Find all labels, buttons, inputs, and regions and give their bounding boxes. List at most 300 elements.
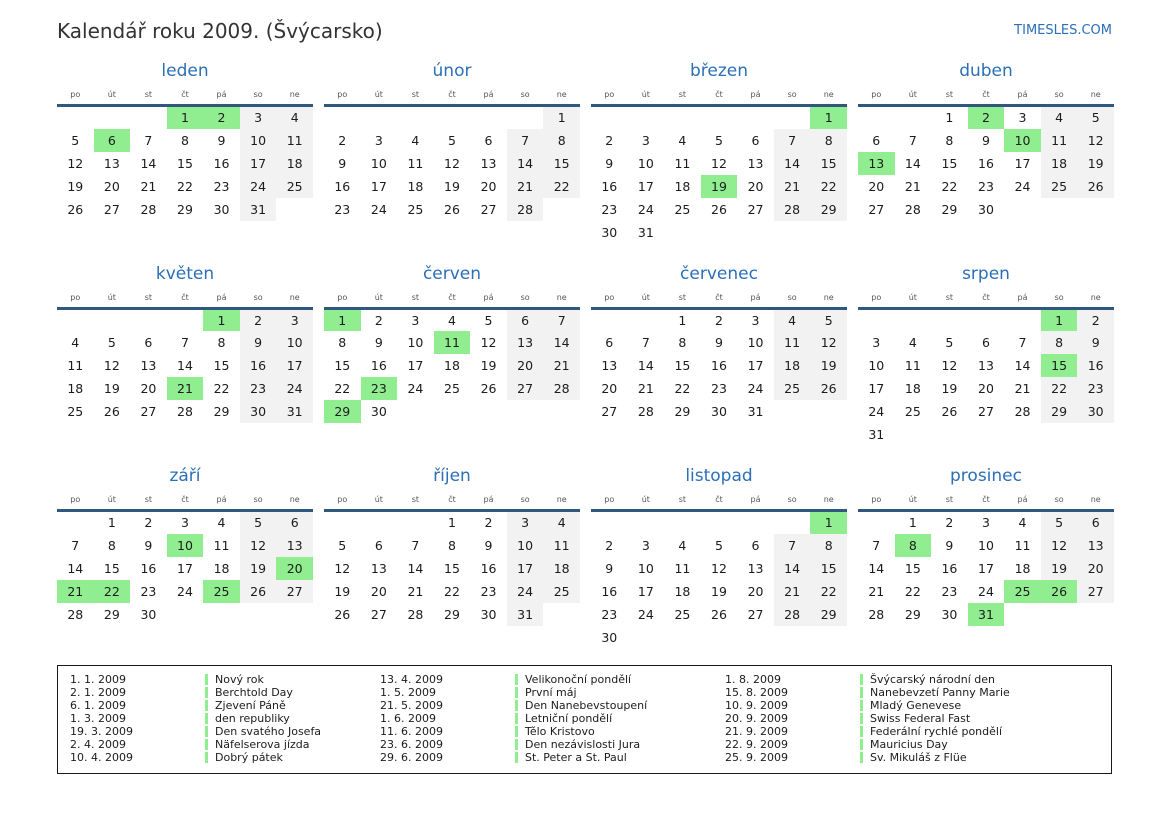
day-cell: 11 bbox=[213, 537, 230, 553]
weekday-header: čt bbox=[434, 88, 471, 106]
day-cell: 24 bbox=[507, 580, 544, 603]
day-cell: 7 bbox=[71, 537, 80, 553]
day-cell: 3 bbox=[240, 106, 277, 129]
empty-cell bbox=[240, 603, 277, 626]
day-cell: 22 bbox=[94, 580, 131, 603]
legend-holiday-name: Den svatého Josefa bbox=[215, 725, 322, 739]
day-cell: 27 bbox=[1077, 580, 1114, 603]
empty-cell bbox=[1004, 308, 1041, 331]
day-cell: 14 bbox=[67, 560, 84, 576]
page-title: Kalendář roku 2009. (Švýcarsko) bbox=[57, 19, 383, 43]
month-calendar bbox=[591, 291, 847, 424]
day-cell: 24 bbox=[240, 175, 277, 198]
month-9 bbox=[57, 460, 313, 649]
legend-date: 15. 8. 2009 bbox=[725, 686, 788, 700]
day-cell: 13 bbox=[276, 534, 313, 557]
weekday-header: ne bbox=[543, 291, 580, 309]
day-cell: 10 bbox=[370, 155, 387, 171]
day-cell: 30 bbox=[480, 606, 497, 622]
day-cell: 18 bbox=[444, 358, 460, 373]
day-cell: 4 bbox=[774, 308, 811, 331]
day-cell: 10 bbox=[637, 560, 654, 576]
empty-cell bbox=[470, 400, 507, 423]
day-cell: 23 bbox=[711, 381, 727, 396]
page-header bbox=[0, 0, 1169, 47]
day-cell: 14 bbox=[543, 331, 580, 354]
weekday-header: po bbox=[591, 88, 628, 106]
day-cell: 29 bbox=[810, 603, 847, 626]
legend-date: 1. 6. 2009 bbox=[380, 712, 436, 726]
day-cell: 11 bbox=[276, 129, 313, 152]
day-cell: 23 bbox=[361, 377, 398, 400]
legend-date: 10. 9. 2009 bbox=[725, 699, 788, 713]
day-cell: 2 bbox=[605, 537, 614, 553]
legend-column-1 bbox=[70, 674, 380, 764]
day-cell: 1 bbox=[810, 511, 847, 534]
weekday-header: so bbox=[240, 493, 277, 511]
holiday-marker-icon bbox=[860, 700, 863, 711]
day-cell: 6 bbox=[144, 335, 153, 350]
day-cell: 1 bbox=[908, 515, 917, 531]
weekday-header: po bbox=[591, 493, 628, 511]
month-2 bbox=[324, 55, 580, 244]
day-cell: 23 bbox=[601, 606, 618, 622]
legend-date: 1. 3. 2009 bbox=[70, 712, 126, 726]
empty-cell bbox=[701, 626, 738, 649]
empty-cell bbox=[591, 308, 628, 331]
empty-cell bbox=[543, 198, 580, 221]
day-cell: 21 bbox=[543, 354, 580, 377]
month-5 bbox=[57, 258, 313, 447]
day-cell: 7 bbox=[507, 129, 544, 152]
day-cell: 1 bbox=[203, 308, 240, 331]
weekday-header: st bbox=[397, 493, 434, 511]
day-cell: 4 bbox=[678, 537, 687, 553]
day-cell: 25 bbox=[67, 404, 84, 419]
weekday-header: so bbox=[240, 88, 277, 106]
day-cell: 13 bbox=[507, 331, 544, 354]
month-calendar bbox=[57, 291, 313, 424]
legend-holiday-name: Den Nanebevstoupení bbox=[525, 699, 648, 713]
empty-cell bbox=[664, 626, 701, 649]
weekday-header: so bbox=[240, 291, 277, 309]
day-cell: 26 bbox=[67, 201, 84, 217]
weekday-header: pá bbox=[737, 493, 774, 511]
day-cell: 11 bbox=[407, 155, 424, 171]
empty-cell bbox=[895, 106, 932, 129]
empty-cell bbox=[1004, 423, 1041, 446]
day-cell: 28 bbox=[67, 606, 84, 622]
day-cell: 5 bbox=[945, 335, 954, 350]
legend-holiday-name: Berchtold Day bbox=[215, 686, 293, 700]
day-cell: 26 bbox=[1077, 175, 1114, 198]
day-cell: 27 bbox=[480, 201, 497, 217]
day-cell: 16 bbox=[480, 560, 497, 576]
legend-holiday-name: Velikonoční pondělí bbox=[525, 673, 632, 687]
weekday-header: pá bbox=[737, 291, 774, 309]
weekday-header: st bbox=[931, 291, 968, 309]
weekday-header: st bbox=[664, 291, 701, 309]
legend-row bbox=[725, 751, 1099, 764]
day-cell: 17 bbox=[407, 358, 424, 373]
day-cell: 16 bbox=[240, 354, 277, 377]
day-cell: 3 bbox=[276, 308, 313, 331]
legend-date: 23. 6. 2009 bbox=[380, 737, 443, 751]
day-cell: 17 bbox=[240, 152, 277, 175]
day-cell: 9 bbox=[374, 335, 383, 350]
day-cell: 17 bbox=[177, 560, 193, 576]
legend-holiday-name: Nanebevzetí Panny Marie bbox=[870, 686, 1010, 700]
day-cell: 9 bbox=[945, 537, 954, 553]
empty-cell bbox=[774, 400, 811, 423]
day-cell: 1 bbox=[324, 308, 361, 331]
month-4 bbox=[858, 55, 1114, 244]
day-cell: 12 bbox=[1077, 129, 1114, 152]
day-cell: 16 bbox=[140, 560, 157, 576]
legend-holiday-name: Letniční pondělí bbox=[525, 712, 613, 726]
day-cell: 19 bbox=[941, 381, 958, 396]
day-cell: 14 bbox=[774, 557, 811, 580]
day-cell: 4 bbox=[71, 335, 80, 350]
weekday-header: st bbox=[397, 88, 434, 106]
legend-date: 1. 1. 2009 bbox=[70, 673, 126, 687]
holiday-marker-icon bbox=[860, 726, 863, 737]
weekday-header: so bbox=[507, 291, 544, 309]
day-cell: 2 bbox=[203, 106, 240, 129]
legend-date: 29. 6. 2009 bbox=[380, 750, 443, 764]
weekday-header: út bbox=[628, 493, 665, 511]
weekday-header: út bbox=[895, 291, 932, 309]
day-cell: 6 bbox=[374, 537, 383, 553]
day-cell: 14 bbox=[774, 152, 811, 175]
empty-cell bbox=[701, 221, 738, 244]
empty-cell bbox=[470, 106, 507, 129]
weekday-header: st bbox=[130, 291, 167, 309]
day-cell: 6 bbox=[276, 511, 313, 534]
empty-cell bbox=[203, 603, 240, 626]
day-cell: 30 bbox=[601, 629, 618, 645]
empty-cell bbox=[57, 511, 94, 534]
empty-cell bbox=[664, 106, 701, 129]
day-cell: 9 bbox=[144, 537, 153, 553]
day-cell: 24 bbox=[370, 201, 387, 217]
day-cell: 6 bbox=[484, 132, 493, 148]
day-cell: 7 bbox=[180, 335, 189, 350]
day-cell: 2 bbox=[484, 515, 493, 531]
day-cell: 12 bbox=[334, 560, 351, 576]
empty-cell bbox=[130, 308, 167, 331]
day-cell: 13 bbox=[1077, 534, 1114, 557]
legend-row bbox=[70, 686, 380, 699]
empty-cell bbox=[737, 106, 774, 129]
weekday-header: po bbox=[57, 88, 94, 106]
legend-holiday-name: Den nezávislosti Jura bbox=[525, 737, 641, 751]
day-cell: 24 bbox=[868, 404, 885, 419]
weekday-header: st bbox=[397, 291, 434, 309]
weekday-header: po bbox=[858, 291, 895, 309]
legend-date: 20. 9. 2009 bbox=[725, 712, 788, 726]
day-cell: 16 bbox=[941, 560, 958, 576]
day-cell: 23 bbox=[140, 583, 157, 599]
day-cell: 21 bbox=[140, 178, 157, 194]
day-cell: 20 bbox=[370, 583, 387, 599]
legend-row bbox=[70, 712, 380, 725]
weekday-header: út bbox=[361, 88, 398, 106]
day-cell: 11 bbox=[434, 331, 471, 354]
day-cell: 19 bbox=[1041, 557, 1078, 580]
day-cell: 30 bbox=[140, 606, 157, 622]
day-cell: 7 bbox=[144, 132, 153, 148]
day-cell: 11 bbox=[774, 331, 811, 354]
weekday-header: so bbox=[774, 88, 811, 106]
empty-cell bbox=[591, 511, 628, 534]
empty-cell bbox=[543, 603, 580, 626]
weekday-header: út bbox=[628, 291, 665, 309]
day-cell: 22 bbox=[213, 381, 230, 396]
day-cell: 21 bbox=[774, 175, 811, 198]
day-cell: 6 bbox=[605, 335, 614, 350]
day-cell: 6 bbox=[751, 537, 760, 553]
day-cell: 19 bbox=[103, 381, 120, 396]
day-cell: 2 bbox=[240, 308, 277, 331]
day-cell: 12 bbox=[941, 358, 958, 373]
day-cell: 1 bbox=[810, 106, 847, 129]
empty-cell bbox=[774, 106, 811, 129]
day-cell: 29 bbox=[177, 201, 193, 217]
day-cell: 24 bbox=[747, 381, 764, 396]
empty-cell bbox=[1041, 198, 1078, 221]
month-8 bbox=[858, 258, 1114, 447]
day-cell: 4 bbox=[447, 312, 456, 328]
day-cell: 7 bbox=[543, 308, 580, 331]
day-cell: 23 bbox=[480, 583, 497, 599]
day-cell: 30 bbox=[1077, 400, 1114, 423]
weekday-header: st bbox=[931, 88, 968, 106]
legend-row bbox=[380, 686, 725, 699]
day-cell: 27 bbox=[370, 606, 387, 622]
weekday-header: čt bbox=[701, 493, 738, 511]
empty-cell bbox=[895, 423, 932, 446]
day-cell: 7 bbox=[774, 129, 811, 152]
day-cell: 15 bbox=[177, 155, 193, 171]
day-cell: 22 bbox=[543, 175, 580, 198]
weekday-header: ne bbox=[810, 291, 847, 309]
day-cell: 5 bbox=[107, 335, 116, 350]
empty-cell bbox=[276, 198, 313, 221]
day-cell: 14 bbox=[507, 152, 544, 175]
day-cell: 21 bbox=[637, 381, 654, 396]
day-cell: 23 bbox=[1077, 377, 1114, 400]
site-link[interactable]: TIMESLES.COM bbox=[1014, 23, 1112, 38]
day-cell: 2 bbox=[1077, 308, 1114, 331]
day-cell: 29 bbox=[941, 201, 958, 217]
holiday-marker-icon bbox=[515, 700, 518, 711]
day-cell: 25 bbox=[203, 580, 240, 603]
day-cell: 15 bbox=[103, 560, 120, 576]
day-cell: 12 bbox=[103, 358, 120, 373]
weekday-header: út bbox=[628, 88, 665, 106]
holiday-marker-icon bbox=[860, 674, 863, 685]
day-cell: 2 bbox=[968, 106, 1005, 129]
day-cell: 16 bbox=[711, 358, 727, 373]
empty-cell bbox=[895, 308, 932, 331]
day-cell: 28 bbox=[543, 377, 580, 400]
day-cell: 30 bbox=[978, 201, 994, 217]
day-cell: 17 bbox=[868, 381, 885, 396]
day-cell: 7 bbox=[774, 534, 811, 557]
empty-cell bbox=[361, 511, 398, 534]
day-cell: 12 bbox=[240, 534, 277, 557]
day-cell: 15 bbox=[904, 560, 921, 576]
day-cell: 28 bbox=[407, 606, 424, 622]
day-cell: 26 bbox=[103, 404, 120, 419]
day-cell: 3 bbox=[751, 312, 760, 328]
empty-cell bbox=[1077, 603, 1114, 626]
day-cell: 15 bbox=[674, 358, 691, 373]
day-cell: 16 bbox=[601, 178, 618, 194]
weekday-header: ne bbox=[1077, 291, 1114, 309]
legend-holiday-name: Dobrý pátek bbox=[215, 750, 283, 764]
legend-row bbox=[70, 674, 380, 687]
month-title: červen bbox=[422, 263, 482, 284]
day-cell: 27 bbox=[978, 404, 994, 419]
legend-date: 22. 9. 2009 bbox=[725, 737, 788, 751]
day-cell: 24 bbox=[978, 583, 994, 599]
weekday-header: čt bbox=[968, 291, 1005, 309]
day-cell: 18 bbox=[213, 560, 230, 576]
day-cell: 3 bbox=[507, 511, 544, 534]
day-cell: 8 bbox=[810, 129, 847, 152]
day-cell: 8 bbox=[107, 537, 116, 553]
weekday-header: po bbox=[57, 493, 94, 511]
day-cell: 17 bbox=[1014, 155, 1031, 171]
day-cell: 19 bbox=[334, 583, 351, 599]
day-cell: 1 bbox=[543, 106, 580, 129]
day-cell: 14 bbox=[407, 560, 424, 576]
day-cell: 29 bbox=[674, 404, 691, 419]
day-cell: 4 bbox=[908, 335, 917, 350]
month-calendar bbox=[57, 88, 313, 221]
day-cell: 1 bbox=[945, 110, 954, 126]
legend-holiday-name: Sv. Mikuláš z Flüe bbox=[870, 750, 967, 764]
day-cell: 22 bbox=[810, 175, 847, 198]
empty-cell bbox=[810, 626, 847, 649]
empty-cell bbox=[94, 106, 131, 129]
day-cell: 12 bbox=[711, 560, 727, 576]
month-calendar bbox=[324, 291, 580, 424]
day-cell: 27 bbox=[103, 201, 120, 217]
weekday-header: pá bbox=[737, 88, 774, 106]
holiday-marker-icon bbox=[515, 713, 518, 724]
legend-row bbox=[380, 712, 725, 725]
legend-row bbox=[70, 751, 380, 764]
day-cell: 6 bbox=[872, 132, 881, 148]
day-cell: 8 bbox=[945, 132, 954, 148]
weekday-header: pá bbox=[203, 291, 240, 309]
day-cell: 12 bbox=[810, 331, 847, 354]
empty-cell bbox=[1004, 603, 1041, 626]
legend-row bbox=[380, 751, 725, 764]
day-cell: 13 bbox=[103, 155, 120, 171]
month-12 bbox=[858, 460, 1114, 649]
empty-cell bbox=[810, 400, 847, 423]
holiday-marker-icon bbox=[515, 739, 518, 750]
day-cell: 25 bbox=[674, 201, 691, 217]
day-cell: 19 bbox=[480, 358, 497, 373]
day-cell: 29 bbox=[904, 606, 921, 622]
empty-cell bbox=[968, 423, 1005, 446]
empty-cell bbox=[434, 106, 471, 129]
empty-cell bbox=[1077, 423, 1114, 446]
weekday-header: pá bbox=[203, 88, 240, 106]
day-cell: 25 bbox=[904, 404, 921, 419]
weekday-header: st bbox=[931, 493, 968, 511]
legend-holiday-name: Zjevení Páně bbox=[215, 699, 286, 713]
weekday-header: čt bbox=[701, 291, 738, 309]
month-1 bbox=[57, 55, 313, 244]
weekday-header: so bbox=[507, 493, 544, 511]
month-7 bbox=[591, 258, 847, 447]
month-title: květen bbox=[155, 263, 215, 284]
day-cell: 13 bbox=[747, 560, 764, 576]
legend-date: 10. 4. 2009 bbox=[70, 750, 133, 764]
day-cell: 22 bbox=[810, 580, 847, 603]
day-cell: 5 bbox=[714, 132, 723, 148]
empty-cell bbox=[57, 106, 94, 129]
weekday-header: út bbox=[361, 291, 398, 309]
day-cell: 20 bbox=[1077, 557, 1114, 580]
empty-cell bbox=[543, 400, 580, 423]
month-title: září bbox=[169, 466, 201, 486]
day-cell: 26 bbox=[444, 201, 460, 217]
holiday-marker-icon bbox=[515, 687, 518, 698]
weekday-header: čt bbox=[167, 88, 204, 106]
empty-cell bbox=[628, 106, 665, 129]
day-cell: 19 bbox=[711, 583, 727, 599]
day-cell: 15 bbox=[941, 155, 958, 171]
weekday-header: čt bbox=[968, 88, 1005, 106]
day-cell: 31 bbox=[747, 404, 764, 419]
day-cell: 18 bbox=[543, 557, 580, 580]
legend-row bbox=[725, 725, 1099, 738]
empty-cell bbox=[664, 511, 701, 534]
day-cell: 8 bbox=[338, 335, 347, 350]
empty-cell bbox=[968, 308, 1005, 331]
weekday-header: pá bbox=[470, 88, 507, 106]
day-cell: 16 bbox=[1077, 354, 1114, 377]
day-cell: 30 bbox=[370, 404, 387, 419]
day-cell: 8 bbox=[895, 534, 932, 557]
month-calendar bbox=[57, 493, 313, 626]
legend-row bbox=[725, 674, 1099, 687]
day-cell: 12 bbox=[444, 155, 460, 171]
day-cell: 22 bbox=[904, 583, 921, 599]
empty-cell bbox=[737, 221, 774, 244]
day-cell: 28 bbox=[637, 404, 654, 419]
day-cell: 5 bbox=[714, 537, 723, 553]
weekday-header: út bbox=[895, 88, 932, 106]
holiday-marker-icon bbox=[205, 726, 208, 737]
empty-cell bbox=[324, 106, 361, 129]
empty-cell bbox=[1077, 198, 1114, 221]
day-cell: 20 bbox=[103, 178, 120, 194]
legend-date: 11. 6. 2009 bbox=[380, 725, 443, 739]
day-cell: 25 bbox=[1041, 175, 1078, 198]
weekday-header: ne bbox=[810, 493, 847, 511]
day-cell: 17 bbox=[978, 560, 994, 576]
day-cell: 28 bbox=[774, 603, 811, 626]
day-cell: 7 bbox=[872, 537, 881, 553]
